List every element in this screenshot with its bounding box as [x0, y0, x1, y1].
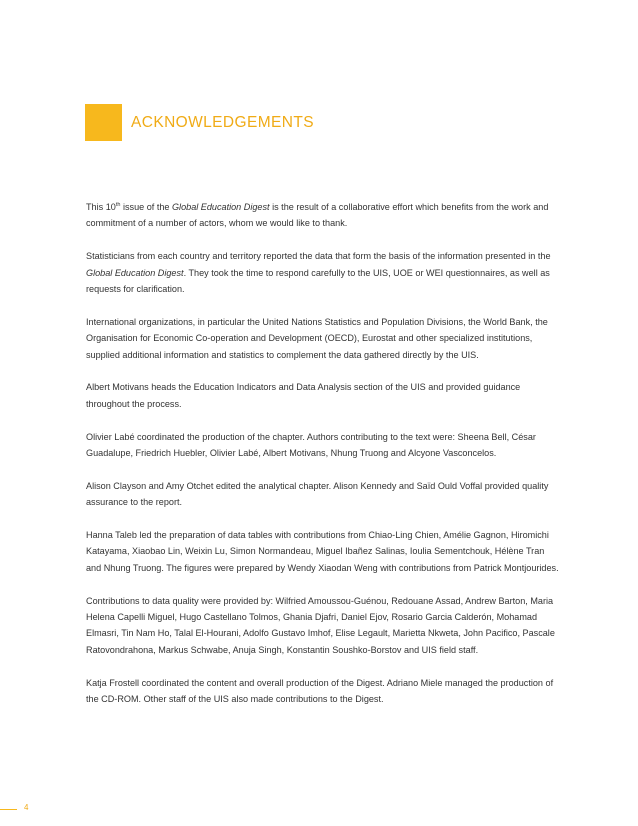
text-run: is the result of a collaborative effort which benefits from the work and commitment of a number of actors, whom we would like to thank.	[86, 202, 549, 229]
text-run: . They took the time to respond carefully to the UIS, UOE or WEI questionnaires, as well as requests for clarification.	[86, 267, 550, 295]
paragraph-production: Katja Frostell coordinated the content and overall production of the Digest. Adriano Miele managed the production of the CD-ROM. Other staff of the UIS also made contributions to the Digest.	[86, 677, 554, 705]
page-number: 4	[24, 803, 29, 812]
paragraph-data-quality: Contributions to data quality were provided by: Wilfried Amoussou-Guénou, Redouane Assad, Andrew Barton, Maria Helena Capelli Miguel, Hugo Castellano Tolmos, Ghania Djafri, Daniel Ejov, Rosario Garcia Calderón, Mohamad Elmasri, Tin Nam Ho, Talal El-Hourani, Adolfo Gustavo Imhof, Elise Legault, Marietta Nkweta, John Pacifico, Pascale Ratovondrahona, Markus Schwabe, Anuja Singh, Konstantin Soushko-Borstov and UIS field staff.	[86, 595, 555, 655]
section-accent-square	[85, 104, 122, 141]
paragraph-editors: Alison Clayson and Amy Otchet edited the analytical chapter. Alison Kennedy and Saïd Ould Voffal provided quality assurance to the report.	[86, 480, 549, 508]
footer-accent-line	[0, 809, 17, 810]
publication-title: Global Education Digest	[171, 202, 270, 212]
paragraph-head: Albert Motivans heads the Education Indicators and Data Analysis section of the UIS and provided guidance throughout the process.	[86, 382, 521, 409]
paragraph-statisticians	[86, 248, 560, 297]
superscript: th	[115, 202, 121, 208]
paragraph-organizations: International organizations, in particular the United Nations Statistics and Population Divisions, the World Bank, the Organisation for Economic Co-operation and Development (OECD), Eurostat and other specialized institutions, supplied additional information and statistics to complement the data gathered directly by the UIS.	[86, 316, 548, 360]
page-title: ACKNOWLEDGEMENTS	[131, 114, 314, 131]
paragraph-data-tables: Hanna Taleb led the preparation of data tables with contributions from Chiao-Ling Chien, Amélie Gagnon, Hiromichi Katayama, Xiaobao Lin, Weixin Lu, Simon Normandeau, Miguel Ibañez Salinas, Ioulia Sementchouk, Hélène Tran and Nhung Truong. The figures were prepared by Wendy Xiaodan Weng with contributions from Patrick Montjourides.	[86, 530, 559, 573]
publication-title: Global Education Digest	[86, 267, 184, 278]
text-run: This 10	[86, 202, 116, 212]
paragraph-intro	[86, 199, 560, 232]
acknowledgements-body	[86, 199, 560, 724]
text-run: issue of the	[120, 202, 172, 212]
paragraph-authors: Olivier Labé coordinated the production of the chapter. Authors contributing to the text were: Sheena Bell, César Guadalupe, Friedrich Huebler, Olivier Labé, Albert Motivans, Nhung Truong and Alcyone Vasconcelos.	[86, 431, 536, 459]
text-run: Statisticians from each country and territory reported the data that form the basis of the information presented in the	[86, 251, 551, 262]
